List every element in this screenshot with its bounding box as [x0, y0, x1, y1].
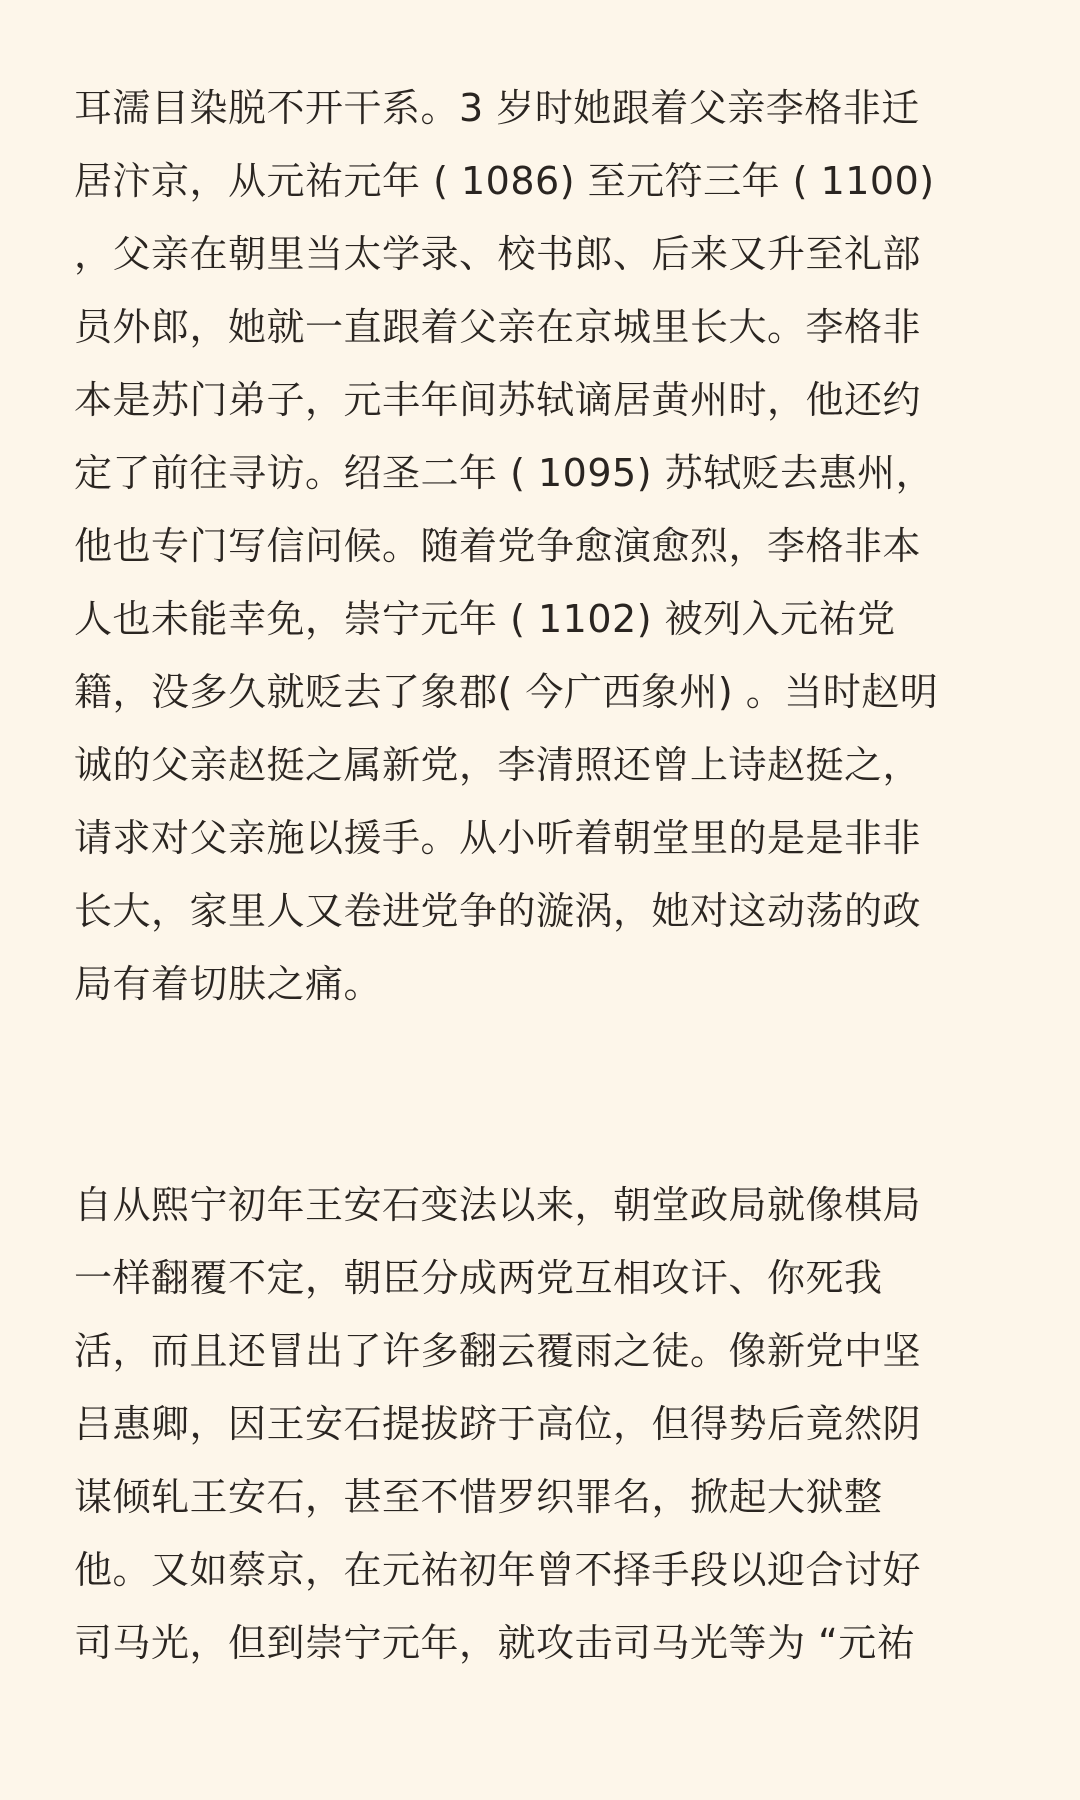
text-line: 他。又如蔡京，在元祐初年曾不择手段以迎合讨好 [74, 1548, 922, 1592]
text-line: 耳濡目染脱不开干系。3 岁时她跟着父亲李格非迁 [74, 86, 920, 130]
paragraph-2 [74, 1169, 1014, 1680]
text-line: 吕惠卿，因王安石提拔跻于高位，但得势后竟然阴 [74, 1402, 922, 1446]
text-line: 员外郎，她就一直跟着父亲在京城里长大。李格非 [74, 305, 922, 349]
text-line: 自从熙宁初年王安石变法以来，朝堂政局就像棋局 [74, 1183, 922, 1227]
text-line: 一样翻覆不定，朝臣分成两党互相攻讦、你死我 [74, 1256, 883, 1300]
text-line: 诚的父亲赵挺之属新党，李清照还曾上诗赵挺之， [74, 743, 922, 787]
text-line: 他也专门写信问候。随着党争愈演愈烈，李格非本 [74, 524, 922, 568]
text-line: 请求对父亲施以援手。从小听着朝堂里的是是非非 [74, 816, 922, 860]
text-line: 人也未能幸免，崇宁元年 ( 1102) 被列入元祐党 [74, 597, 896, 641]
text-line: 谋倾轧王安石，甚至不惜罗织罪名，掀起大狱整 [74, 1475, 883, 1519]
text-line: 司马光，但到崇宁元年，就攻击司马光等为 “元祐 [74, 1621, 916, 1665]
article-body [74, 72, 1014, 1680]
text-line: 长大，家里人又卷进党争的漩涡，她对这动荡的政 [74, 889, 922, 933]
paragraph-1 [74, 72, 1014, 1021]
text-line: 活，而且还冒出了许多翻云覆雨之徒。像新党中坚 [74, 1329, 922, 1373]
text-line: 籍，没多久就贬去了象郡( 今广西象州) 。当时赵明 [74, 670, 939, 714]
text-line: 本是苏门弟子，元丰年间苏轼谪居黄州时，他还约 [74, 378, 922, 422]
text-line: 定了前往寻访。绍圣二年 ( 1095) 苏轼贬去惠州， [74, 451, 935, 495]
text-line: 局有着切肤之痛。 [74, 962, 383, 1006]
text-line: 居汴京，从元祐元年 ( 1086) 至元符三年 ( 1100) [74, 159, 935, 203]
text-line: ，父亲在朝里当太学录、校书郎、后来又升至礼部 [74, 232, 922, 276]
paragraph-spacer [74, 1021, 1014, 1169]
